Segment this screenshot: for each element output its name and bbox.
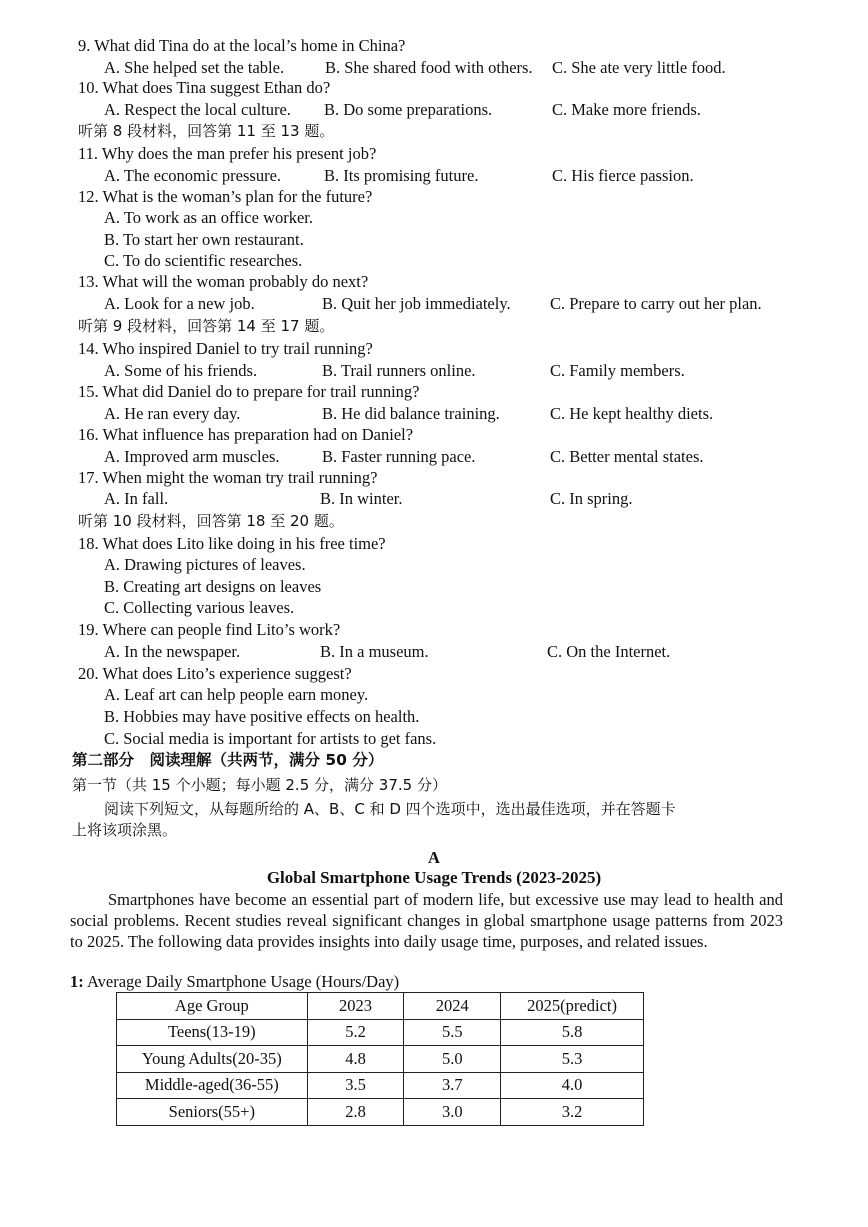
option-b: B. Creating art designs on leaves bbox=[104, 577, 322, 596]
option-a: A. She helped set the table. bbox=[104, 58, 285, 77]
option-a: A. He ran every day. bbox=[104, 404, 241, 423]
question-text: What does Lito’s experience suggest? bbox=[102, 664, 352, 683]
table-header-row bbox=[117, 993, 644, 1020]
question-number: 10. bbox=[78, 78, 99, 97]
question-18 bbox=[78, 534, 386, 554]
option-b: B. In winter. bbox=[320, 489, 403, 508]
table-header-cell: 2024 bbox=[404, 993, 501, 1020]
question-12 bbox=[78, 187, 372, 207]
question-number: 17. bbox=[78, 468, 99, 487]
table-cell: Teens(13-19) bbox=[117, 1019, 308, 1046]
question-20 bbox=[78, 664, 352, 684]
table-cell: 4.8 bbox=[307, 1046, 404, 1073]
table-header-cell: 2023 bbox=[307, 993, 404, 1020]
question-9 bbox=[78, 36, 405, 56]
question-10 bbox=[78, 78, 330, 98]
passage-body: Smartphones have become an essential part of modern life, but excessive use may lead to health and social problems. Recent studies reveal significant changes in global smartphone usage patterns from 2023 to 2025. The following data provides insights into daily usage time, purposes, and related issues. bbox=[70, 890, 783, 951]
question-text: What is the woman’s plan for the future? bbox=[102, 187, 373, 206]
option-b: B. Its promising future. bbox=[324, 166, 479, 185]
option-b: B. Faster running pace. bbox=[322, 447, 476, 466]
table-cell: 5.5 bbox=[404, 1019, 501, 1046]
option-b: B. In a museum. bbox=[320, 642, 429, 661]
question-number: 18. bbox=[78, 534, 99, 553]
option-b: B. He did balance training. bbox=[322, 404, 500, 423]
question-15 bbox=[78, 382, 420, 402]
question-number: 20. bbox=[78, 664, 99, 683]
question-number: 19. bbox=[78, 620, 99, 639]
question-text: What will the woman probably do next? bbox=[102, 272, 369, 291]
table-cell: 2.8 bbox=[307, 1099, 404, 1126]
option-a: A. Drawing pictures of leaves. bbox=[104, 555, 306, 574]
option-a: A. Leaf art can help people earn money. bbox=[104, 685, 369, 704]
table-caption bbox=[70, 972, 399, 992]
option-a: A. The economic pressure. bbox=[104, 166, 282, 185]
option-b: B. Hobbies may have positive effects on health. bbox=[104, 707, 420, 726]
table-cell: 3.5 bbox=[307, 1072, 404, 1099]
question-14 bbox=[78, 339, 373, 359]
table-cell: 3.0 bbox=[404, 1099, 501, 1126]
table-row bbox=[117, 1019, 644, 1046]
option-c: C. His fierce passion. bbox=[552, 166, 694, 185]
option-c: C. On the Internet. bbox=[547, 642, 671, 661]
question-text: Why does the man prefer his present job? bbox=[101, 144, 377, 163]
option-b: B. Quit her job immediately. bbox=[322, 294, 511, 313]
section-instruction-9: 听第 9 段材料，回答第 14 至 17 题。 bbox=[78, 317, 335, 335]
option-b: B. To start her own restaurant. bbox=[104, 230, 304, 249]
part-heading: 第二部分 阅读理解（共两节，满分 50 分） bbox=[72, 751, 384, 769]
question-text: Where can people find Lito’s work? bbox=[102, 620, 341, 639]
option-c: C. Prepare to carry out her plan. bbox=[550, 294, 762, 313]
table-caption-number: 1: bbox=[70, 972, 84, 991]
option-c: C. Collecting various leaves. bbox=[104, 598, 295, 617]
question-text: What influence has preparation had on Daniel? bbox=[102, 425, 414, 444]
option-a: A. Improved arm muscles. bbox=[104, 447, 280, 466]
question-number: 14. bbox=[78, 339, 99, 358]
question-number: 13. bbox=[78, 272, 99, 291]
question-text: Who inspired Daniel to try trail running? bbox=[102, 339, 373, 358]
table-cell: 5.3 bbox=[501, 1046, 644, 1073]
table-cell: 5.8 bbox=[501, 1019, 644, 1046]
section-instruction-10: 听第 10 段材料，回答第 18 至 20 题。 bbox=[78, 512, 344, 530]
table-header-cell: 2025(predict) bbox=[501, 993, 644, 1020]
question-text: What does Lito like doing in his free time? bbox=[102, 534, 386, 553]
option-a: A. In the newspaper. bbox=[104, 642, 241, 661]
question-number: 12. bbox=[78, 187, 99, 206]
question-11 bbox=[78, 144, 376, 164]
option-b: B. She shared food with others. bbox=[325, 58, 533, 77]
option-c: C. She ate very little food. bbox=[552, 58, 726, 77]
option-c: C. To do scientific researches. bbox=[104, 251, 303, 270]
table-cell: 3.7 bbox=[404, 1072, 501, 1099]
reading-instruction-cont: 上将该项涂黑。 bbox=[72, 821, 178, 839]
table-cell: Young Adults(20-35) bbox=[117, 1046, 308, 1073]
question-number: 15. bbox=[78, 382, 99, 401]
question-text: What did Daniel do to prepare for trail running? bbox=[102, 382, 420, 401]
option-b: B. Do some preparations. bbox=[324, 100, 493, 119]
usage-table bbox=[116, 992, 644, 1126]
question-text: When might the woman try trail running? bbox=[102, 468, 378, 487]
passage-letter: A bbox=[428, 848, 440, 867]
question-number: 11. bbox=[78, 144, 99, 163]
option-a: A. Look for a new job. bbox=[104, 294, 255, 313]
table-row bbox=[117, 1046, 644, 1073]
option-a: A. Respect the local culture. bbox=[104, 100, 291, 119]
option-c: C. Social media is important for artists to get fans. bbox=[104, 729, 437, 748]
passage-title: Global Smartphone Usage Trends (2023-2025) bbox=[266, 868, 602, 887]
table-cell: 3.2 bbox=[501, 1099, 644, 1126]
table-cell: 5.2 bbox=[307, 1019, 404, 1046]
reading-instruction: 阅读下列短文，从每题所给的 A、B、C 和 D 四个选项中，选出最佳选项，并在答题卡 bbox=[104, 800, 676, 818]
question-text: What did Tina do at the local’s home in China? bbox=[94, 36, 406, 55]
option-a: A. To work as an office worker. bbox=[104, 208, 314, 227]
question-text: What does Tina suggest Ethan do? bbox=[102, 78, 331, 97]
table-cell: 4.0 bbox=[501, 1072, 644, 1099]
table-cell: 5.0 bbox=[404, 1046, 501, 1073]
question-17 bbox=[78, 468, 377, 488]
question-number: 16. bbox=[78, 425, 99, 444]
question-16 bbox=[78, 425, 413, 445]
option-c: C. Make more friends. bbox=[552, 100, 701, 119]
table-cell: Middle-aged(36-55) bbox=[117, 1072, 308, 1099]
section-heading: 第一节（共 15 个小题；每小题 2.5 分，满分 37.5 分） bbox=[72, 776, 447, 794]
option-a: A. In fall. bbox=[104, 489, 169, 508]
option-a: A. Some of his friends. bbox=[104, 361, 258, 380]
table-row bbox=[117, 1072, 644, 1099]
table-row bbox=[117, 1099, 644, 1126]
option-c: C. In spring. bbox=[550, 489, 633, 508]
option-b: B. Trail runners online. bbox=[322, 361, 476, 380]
question-number: 9. bbox=[78, 36, 91, 55]
table-cell: Seniors(55+) bbox=[117, 1099, 308, 1126]
question-13 bbox=[78, 272, 368, 292]
section-instruction-8: 听第 8 段材料，回答第 11 至 13 题。 bbox=[78, 122, 335, 140]
question-19 bbox=[78, 620, 340, 640]
table-caption-text: Average Daily Smartphone Usage (Hours/Day) bbox=[86, 972, 400, 991]
option-c: C. Better mental states. bbox=[550, 447, 704, 466]
table-header-cell: Age Group bbox=[117, 993, 308, 1020]
option-c: C. Family members. bbox=[550, 361, 685, 380]
option-c: C. He kept healthy diets. bbox=[550, 404, 714, 423]
